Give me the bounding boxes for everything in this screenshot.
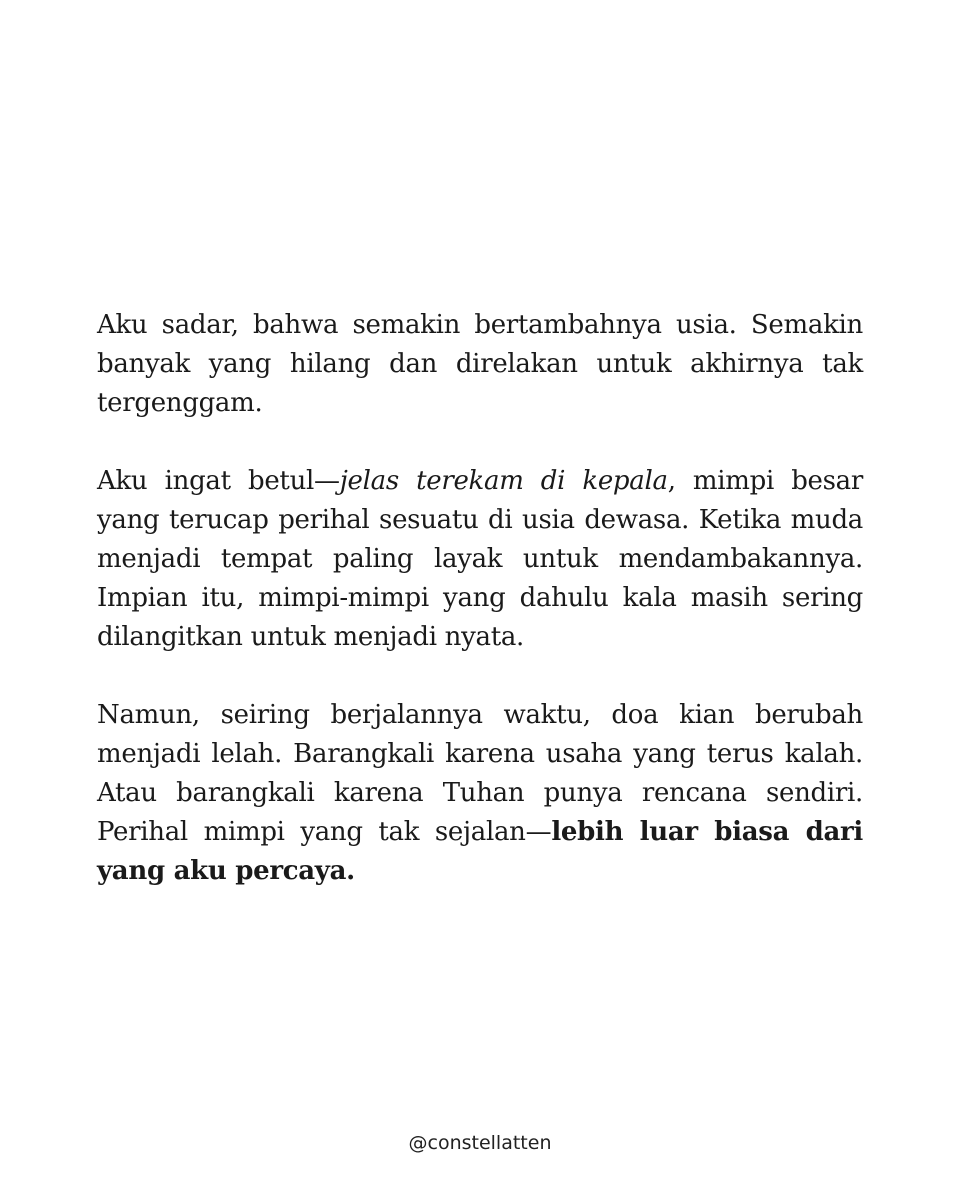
paragraph-3 [97, 696, 863, 891]
paragraph-1 [97, 306, 863, 423]
paragraph-2-lead: Aku ingat betul— [97, 466, 340, 496]
paragraph-3-lead: Namun, seiring berjalannya waktu, doa kian berubah menjadi lelah. Barangkali karena usaha yang terus kalah. Atau barangkali karena Tuhan punya rencana sendiri. Perihal mimpi yang tak sejalan— [97, 700, 863, 847]
paragraph-2 [97, 462, 863, 657]
paragraph-3-bold-phrase: lebih luar biasa dari yang aku percaya. [97, 817, 863, 886]
author-handle: @constellatten [408, 1132, 552, 1154]
poem-body [97, 306, 863, 891]
paragraph-1-text: Aku sadar, bahwa semakin bertambahnya usia. Semakin banyak yang hilang dan direlakan untuk akhirnya tak tergenggam. [97, 310, 863, 418]
paragraph-2-italic-phrase: jelas terekam di kepala [339, 466, 668, 496]
paragraph-2-rest: , mimpi besar yang terucap perihal sesuatu di usia dewasa. Ketika muda menjadi tempat paling layak untuk mendambakannya. Impian itu, mimpi-mimpi yang dahulu kala masih sering dilangitkan untuk menjadi nyata. [97, 466, 864, 652]
